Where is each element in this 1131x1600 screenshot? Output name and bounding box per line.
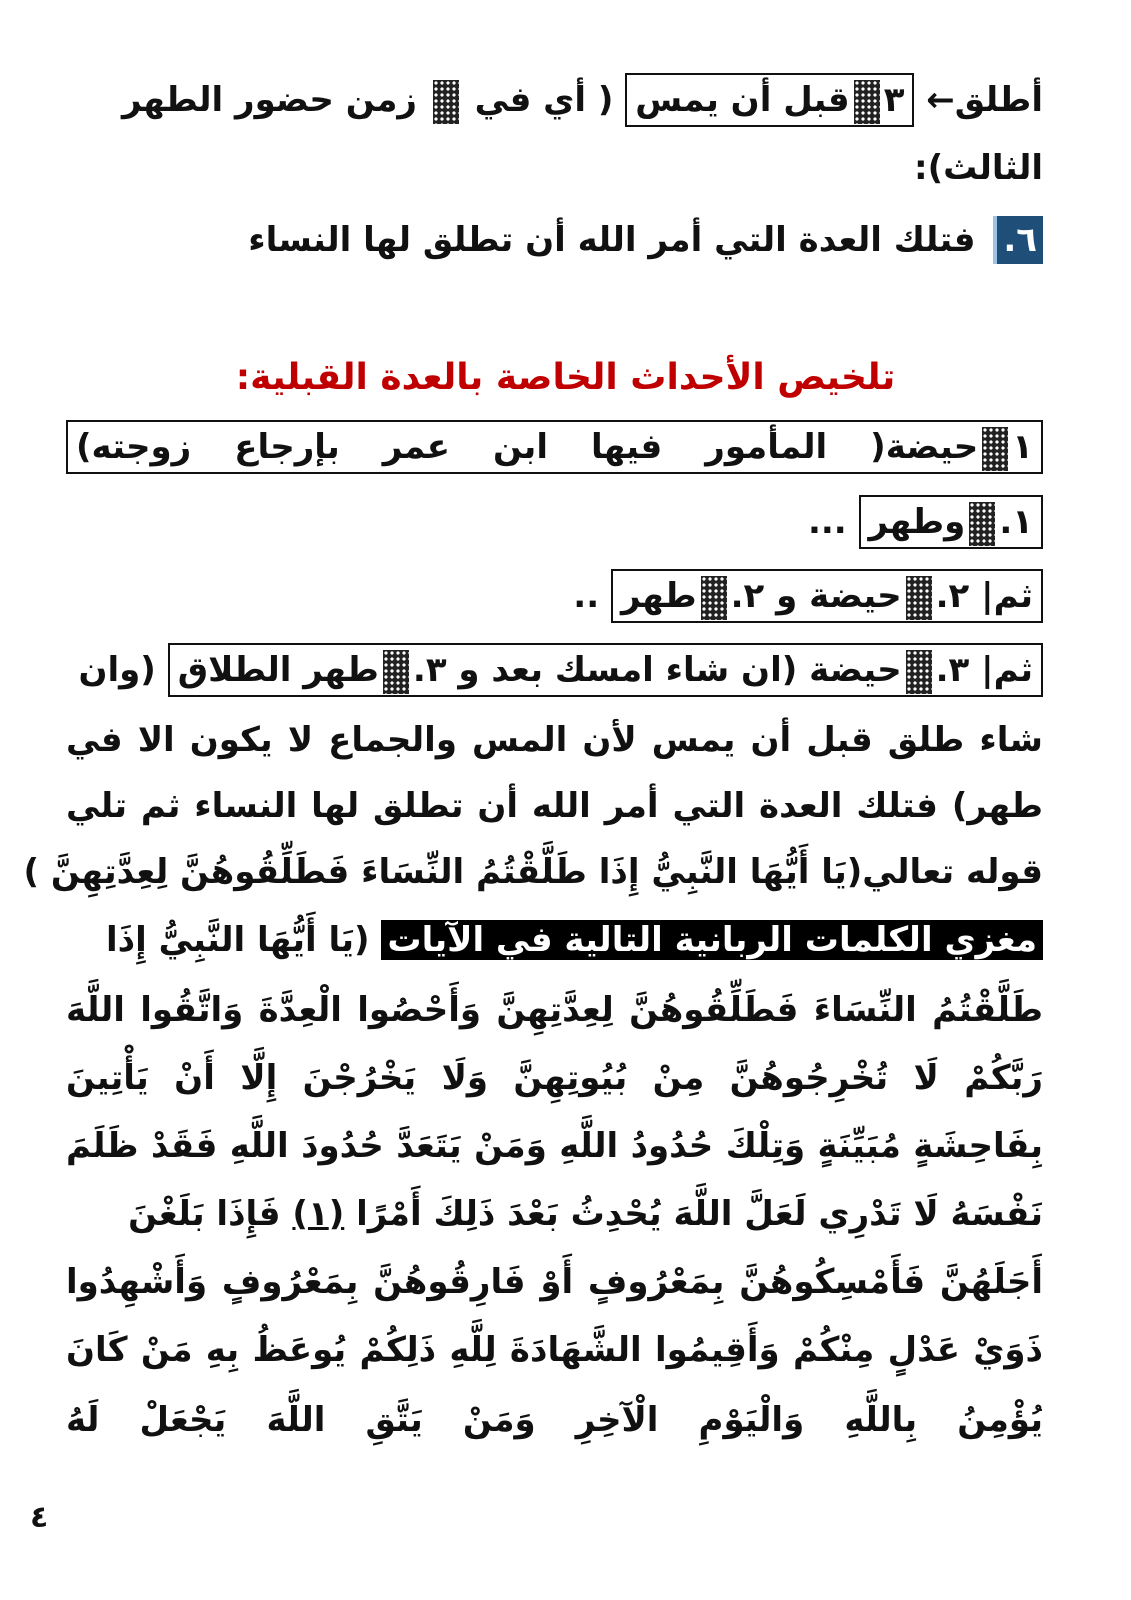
pattern-square [982,427,1008,471]
step-number-badge: ٦. [993,216,1043,264]
page-number: ٤ [30,1500,49,1535]
pattern-square [906,650,932,694]
verse-line: يُؤْمِنُ بِاللَّهِ وَالْيَوْمِ الْآخِرِ وَمَنْ يَتَّقِ اللَّهَ يَجْعَلْ لَهُ [66,1400,1043,1440]
verse-line: ذَوَيْ عَدْلٍ مِنْكُمْ وَأَقِيمُوا الشَّهَادَةَ لِلَّهِ ذَلِكُمْ يُوعَظُ بِهِ مَنْ كَانَ [66,1330,1043,1370]
text-segment: زمن حضور الطهر [122,80,417,120]
summary-row-4: ثم| ٣.حيضة (ان شاء امسك بعد و ٣.طهر الطلاق (وان [66,642,1043,698]
verse-line: رَبَّكُمْ لَا تُخْرِجُوهُنَّ مِنْ بُيُوتِهِنَّ وَلَا يَخْرُجْنَ إِلَّا أَنْ يَأْتِينَ [66,1058,1043,1098]
summary-row-2: ١.وطهر ... [66,494,1043,550]
pattern-square [854,80,880,124]
body-line: مغزي الكلمات الربانية التالية في الآيات (يَا أَيُّهَا النَّبِيُّ إِذَا [66,912,1043,968]
text-segment: فتلك العدة التي أمر الله أن تطلق لها النساء [248,220,976,260]
pattern-square [969,502,995,546]
intro-line-2: الثالث): [914,148,1043,188]
pattern-square [433,80,459,124]
pattern-square [906,576,932,620]
body-line: قوله تعالي(يَا أَيُّهَا النَّبِيُّ إِذَا طَلَّقْتُمُ النِّسَاءَ فَطَلِّقُوهُنَّ لِعِدَّتِهِنَّ ) [23,852,1043,892]
boxed-step-3: ٣قبل أن يمس [625,73,914,127]
text-segment: ( أي في [474,80,614,120]
body-line: طهر) فتلك العدة التي أمر الله أن تطلق لها النساء ثم تلي [66,786,1043,826]
summary-row-1: ١حيضة( المأمور فيها ابن عمر بإرجاع زوجته) [66,420,1043,474]
pattern-square [701,576,727,620]
intro-line-1 [66,72,1043,128]
verse-line: أَجَلَهُنَّ فَأَمْسِكُوهُنَّ بِمَعْرُوفٍ أَوْ فَارِقُوهُنَّ بِمَعْرُوفٍ وَأَشْهِدُوا [66,1262,1043,1302]
footnote-reference: (١) [292,1194,345,1234]
verse-line: بِفَاحِشَةٍ مُبَيِّنَةٍ وَتِلْكَ حُدُودُ اللَّهِ وَمَنْ يَتَعَدَّ حُدُودَ اللَّهِ فَقَدْ ظَلَمَ [66,1126,1043,1166]
body-line: شاء طلق قبل أن يمس لأن المس والجماع لا يكون الا في [66,720,1043,760]
section-heading: تلخيص الأحداث الخاصة بالعدة القبلية: [235,357,896,398]
intro-line-3 [66,212,1043,268]
summary-row-3: ثم| ٢.حيضة و ٢.طهر .. [66,568,1043,624]
highlighted-phrase: مغزي الكلمات الربانية التالية في الآيات [381,920,1043,960]
pattern-square [383,650,409,694]
text-segment: أطلق← [926,80,1043,120]
verse-line: طَلَّقْتُمُ النِّسَاءَ فَطَلِّقُوهُنَّ لِعِدَّتِهِنَّ وَأَحْصُوا الْعِدَّةَ وَاتَّقُوا اللَّهَ [66,990,1043,1030]
verse-line: نَفْسَهُ لَا تَدْرِي لَعَلَّ اللَّهَ يُحْدِثُ بَعْدَ ذَلِكَ أَمْرًا (١) فَإِذَا بَلَغْنَ [128,1194,1043,1234]
